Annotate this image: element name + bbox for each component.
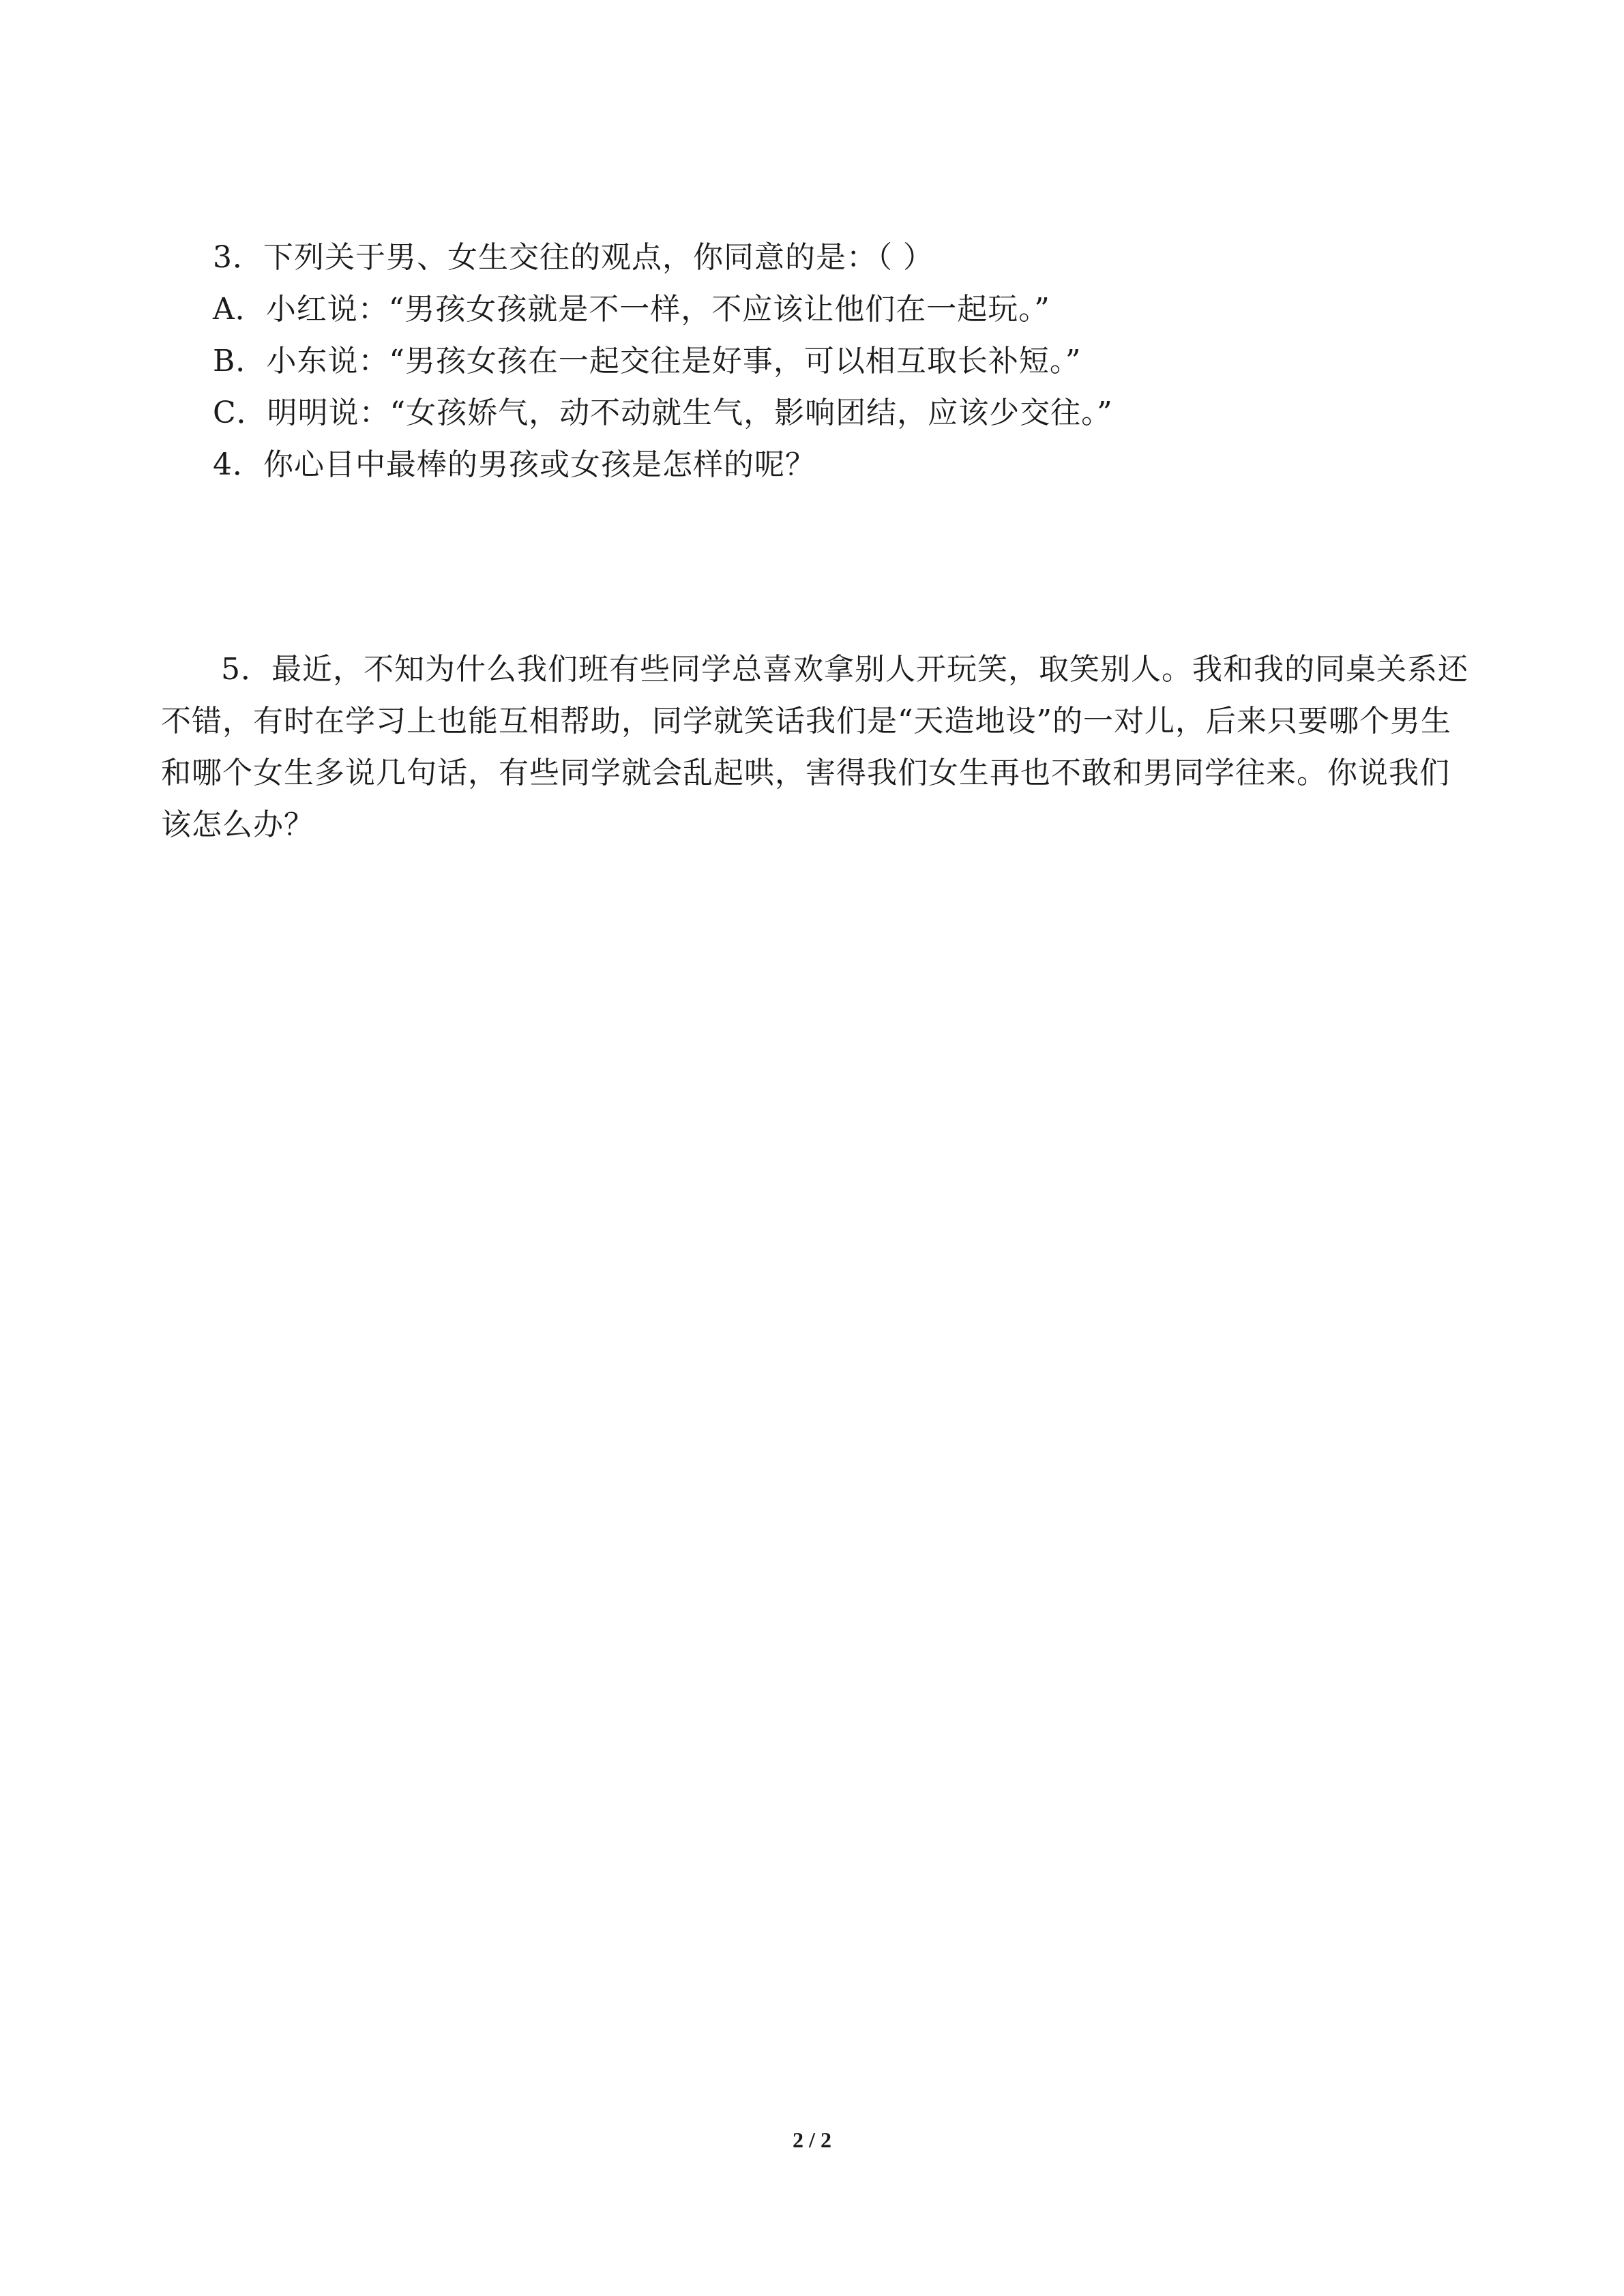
question-4: [161, 439, 1477, 644]
question-3-option-a: A．小红说：“男孩女孩就是不一样，不应该让他们在一起玩。”: [213, 292, 1050, 327]
question-3: [161, 232, 1477, 439]
question-3-stem: 3．下列关于男、女生交往的观点，你同意的是：（ ）: [213, 240, 934, 275]
question-4-stem: 4．你心目中最棒的男孩或女孩是怎样的呢？: [213, 447, 816, 482]
question-5: [161, 644, 1477, 851]
question-3-option-b: B．小东说：“男孩女孩在一起交往是好事，可以相互取长补短。”: [213, 344, 1082, 378]
worksheet-content: [161, 232, 1477, 851]
question-3-option-c: C．明明说：“女孩娇气，动不动就生气，影响团结，应该少交往。”: [213, 396, 1113, 430]
question-4-answer-space[interactable]: [161, 491, 1477, 644]
page-number: 2 / 2: [793, 2128, 831, 2152]
question-5-text: 5．最近，不知为什么我们班有些同学总喜欢拿别人开玩笑，取笑别人。我和我的同桌关系还不错，有时在学习上也能互相帮助，同学就笑话我们是“天造地设”的一对儿，后来只要哪个男生和哪个女生多说几句话，有些同学就会乱起哄，害得我们女生再也不敢和男同学往来。你说我们该怎么办？: [161, 652, 1468, 842]
